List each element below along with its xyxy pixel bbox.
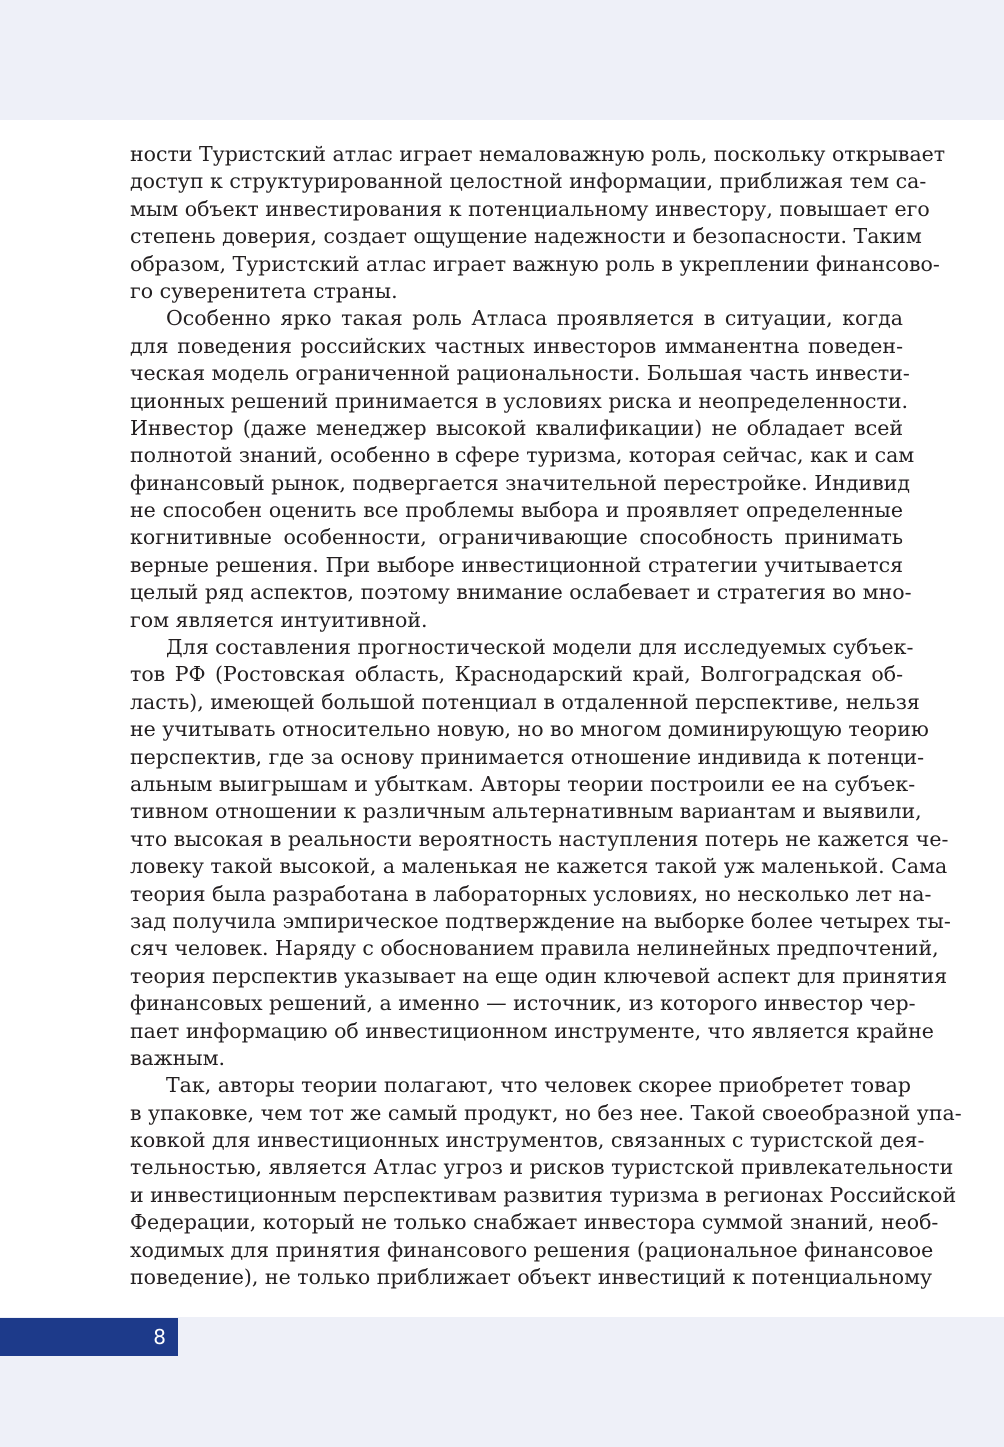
text-line: ловеку такой высокой, а маленькая не кажется такой уж маленькой. Сама [130,854,948,879]
text-line: пает информацию об инвестиционном инструменте, что является крайне [130,1018,934,1043]
text-line: не учитывать относительно новую, но во многом доминирующую теорию [130,717,929,742]
text-line: полнотой знаний, особенно в сфере туризма, которая сейчас, как и сам [130,443,915,468]
text-line: теория была разработана в лабораторных условиях, но несколько лет на- [130,881,932,906]
paragraph [130,634,951,1072]
text-line: ности Туристский атлас играет немаловажную роль, поскольку открывает [130,142,946,166]
text-line: альным выигрышам и убыткам. Авторы теории построили ее на субъек- [130,771,916,796]
text-line: теория перспектив указывает на еще один ключевой аспект для принятия [130,963,948,988]
text-line: не способен оценить все проблемы выбора и проявляет определенные [130,498,903,523]
text-line: ционных решений принимается в условиях риска и неопределенности. [130,388,909,413]
text-line: и инвестиционным перспективам развития туризма в регионах Российской [130,1182,957,1207]
text-line: Так, авторы теории полагают, что человек скорее приобретет товар [166,1073,911,1098]
text-line: ческая модель ограниченной рациональности. Большая часть инвести- [130,361,910,386]
text-line: что высокая в реальности вероятность наступления потерь не кажется че- [130,826,949,851]
text-line: для поведения российских частных инвесторов имманентна поведен- [130,333,903,358]
text-line: когнитивные особенности, ограничивающие способность принимать [130,525,903,550]
text-line: Для составления прогностической модели для исследуемых субъек- [166,635,914,660]
text-line: Федерации, который не только снабжает инвестора суммой знаний, необ- [130,1210,939,1235]
text-line: мым объект инвестирования к потенциальному инвестору, повышает его [130,196,930,221]
text-line: Особенно ярко такая роль Атласа проявляется в ситуации, когда [166,306,903,331]
text-line: доступ к структурированной целостной информации, приближая тем са- [130,169,927,194]
text-line: финансовый рынок, подвергается значительной перестройке. Индивид [130,470,910,495]
paragraph [130,141,946,305]
paragraph [130,1072,962,1291]
text-line: финансовых решений, а именно — источник, из которого инвестор чер- [130,991,916,1016]
text-line: Инвестор (даже менеджер высокой квалификации) не обладает всей [130,415,903,440]
text-line: ласть), имеющей большой потенциал в отдаленной перспективе, нельзя [130,689,920,714]
text-line: верные решения. При выборе инвестиционной стратегии учитывается [130,552,903,577]
text-line: целый ряд аспектов, поэтому внимание ослабевает и стратегия во мно- [130,580,912,605]
page-number-bar [0,1318,178,1356]
text-line: зад получила эмпирическое подтверждение на выборке более четырех ты- [130,908,951,933]
text-line: степень доверия, создает ощущение надежности и безопасности. Таким [130,224,922,249]
paragraph [130,305,915,634]
text-line: сяч человек. Наряду с обоснованием правила нелинейных предпочтений, [130,936,939,961]
text-line: го суверенитета страны. [130,278,398,303]
text-line: ковкой для инвестиционных инструментов, связанных с туристской дея- [130,1128,925,1153]
page-number: 8 [153,1325,166,1349]
text-line: тивном отношении к различным альтернативным вариантам и выявили, [130,799,922,824]
text-line: перспектив, где за основу принимается отношение индивида к потенци- [130,744,925,769]
body-text [130,141,962,1291]
text-line: образом, Туристский атлас играет важную роль в укреплении финансово- [130,251,940,276]
text-line: ходимых для принятия финансового решения (рациональное финансовое [130,1237,934,1262]
text-line: тельностью, является Атлас угроз и рисков туристской привлекательности [130,1155,954,1180]
text-line: поведение), не только приближает объект инвестиций к потенциальному [130,1265,933,1290]
text-line: тов РФ (Ростовская область, Краснодарский край, Волгоградская об- [130,662,903,687]
text-line: важным. [130,1045,226,1070]
text-line: в упаковке, чем тот же самый продукт, но без нее. Такой своеобразной упа- [130,1100,962,1125]
text-line: гом является интуитивной. [130,607,428,632]
